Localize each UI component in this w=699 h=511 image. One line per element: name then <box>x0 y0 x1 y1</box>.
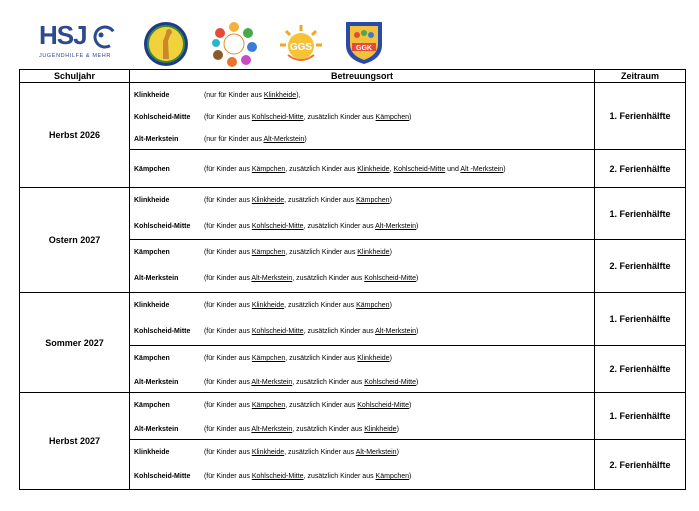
zeitraum-cell: 2. Ferienhälfte <box>595 240 686 293</box>
betreuungsort-cell <box>130 393 595 440</box>
location-name: Alt-Merkstein <box>134 379 179 386</box>
schuljahr-cell: Ostern 2027 <box>20 188 130 293</box>
location-name: Kämpchen <box>134 355 170 362</box>
location-line <box>134 113 411 122</box>
location-description: (für Kinder aus Klinkheide, zusätzlich Kinder aus Kämpchen) <box>203 302 392 309</box>
location-line <box>134 222 418 231</box>
header-zeitraum: Zeitraum <box>595 70 686 83</box>
header-schuljahr: Schuljahr <box>20 70 130 83</box>
location-name: Kohlscheid-Mitte <box>134 223 191 230</box>
location-description: (für Kinder aus Kämpchen, zusätzlich Kinder aus Klinkheide) <box>203 249 392 256</box>
location-name: Klinkheide <box>134 197 170 204</box>
table-row <box>20 188 686 240</box>
location-line <box>134 248 392 257</box>
location-line <box>134 327 418 336</box>
zeitraum-cell: 1. Ferienhälfte <box>595 83 686 150</box>
zeitraum-cell: 2. Ferienhälfte <box>595 150 686 188</box>
location-line <box>134 196 392 205</box>
betreuungsort-cell <box>130 188 595 240</box>
location-description: (für Kinder aus Kämpchen, zusätzlich Kinder aus Klinkheide) <box>203 355 392 362</box>
table-row <box>20 293 686 346</box>
location-description: (nur für Kinder aus Klinkheide), <box>203 92 301 99</box>
betreuungsort-cell <box>130 83 595 150</box>
location-name: Klinkheide <box>134 302 170 309</box>
schuljahr-cell: Sommer 2027 <box>20 293 130 393</box>
location-name: Kohlscheid-Mitte <box>134 473 191 480</box>
zeitraum-cell: 1. Ferienhälfte <box>595 293 686 346</box>
location-line <box>134 301 392 310</box>
header-betreuungsort: Betreuungsort <box>130 70 595 83</box>
betreuungsort-cell <box>130 150 595 188</box>
betreuungsort-cell <box>130 346 595 393</box>
table-header-row <box>20 70 686 83</box>
zeitraum-cell: 2. Ferienhälfte <box>595 346 686 393</box>
location-description: (für Kinder aus Klinkheide, zusätzlich Kinder aus Kämpchen) <box>203 197 392 204</box>
betreuungsort-cell <box>130 440 595 490</box>
location-description: (für Kinder aus Klinkheide, zusätzlich Kinder aus Alt-Merkstein) <box>203 449 399 456</box>
schedule-table <box>19 69 686 490</box>
location-line <box>134 135 307 144</box>
location-line <box>134 274 418 283</box>
schuljahr-cell: Herbst 2026 <box>20 83 130 188</box>
betreuungsort-cell <box>130 293 595 346</box>
location-name: Alt-Merkstein <box>134 136 179 143</box>
hsj-logo <box>39 22 117 62</box>
ggs-logo-text: GGS <box>289 42 313 53</box>
location-line <box>134 91 300 100</box>
location-name: Kämpchen <box>134 166 170 173</box>
location-line <box>134 401 411 410</box>
location-description: (für Kinder aus Kohlscheid-Mitte, zusätzlich Kinder aus Kämpchen) <box>203 114 412 121</box>
hsj-smile-icon <box>89 24 119 52</box>
location-name: Klinkheide <box>134 449 170 456</box>
location-description: (nur für Kinder aus Alt-Merkstein) <box>203 136 307 143</box>
logo-bar <box>0 0 699 68</box>
school-logo-giraffe <box>143 21 189 67</box>
location-name: Alt-Merkstein <box>134 275 179 282</box>
ggk-logo-text: GGK <box>356 45 372 52</box>
table-row <box>20 393 686 440</box>
location-description: (für Kinder aus Alt-Merkstein, zusätzlich Kinder aus Klinkheide) <box>203 426 399 433</box>
location-name: Kohlscheid-Mitte <box>134 328 191 335</box>
location-line <box>134 472 411 481</box>
zeitraum-cell: 1. Ferienhälfte <box>595 393 686 440</box>
location-description: (für Kinder aus Kohlscheid-Mitte, zusätzlich Kinder aus Alt-Merkstein) <box>203 223 419 230</box>
location-name: Kämpchen <box>134 249 170 256</box>
zeitraum-cell: 2. Ferienhälfte <box>595 440 686 490</box>
location-description: (für Kinder aus Kämpchen, zusätzlich Kinder aus Klinkheide, Kohlscheid-Mitte und Alt -Merkstein) <box>203 166 506 173</box>
location-line <box>134 378 418 387</box>
schuljahr-cell: Herbst 2027 <box>20 393 130 490</box>
location-line <box>134 448 399 457</box>
location-name: Kämpchen <box>134 402 170 409</box>
location-name: Kohlscheid-Mitte <box>134 114 191 121</box>
location-description: (für Kinder aus Kohlscheid-Mitte, zusätzlich Kinder aus Kämpchen) <box>203 473 412 480</box>
table-row <box>20 83 686 150</box>
hsj-logo-text: HSJ <box>39 20 87 50</box>
location-description: (für Kinder aus Alt-Merkstein, zusätzlich Kinder aus Kohlscheid-Mitte) <box>203 379 419 386</box>
location-line <box>134 354 392 363</box>
location-name: Alt-Merkstein <box>134 426 179 433</box>
location-name: Klinkheide <box>134 92 170 99</box>
location-description: (für Kinder aus Alt-Merkstein, zusätzlich Kinder aus Kohlscheid-Mitte) <box>203 275 419 282</box>
hsj-logo-subtext: JUGENDHILFE & MEHR <box>39 53 111 59</box>
betreuungsort-cell <box>130 240 595 293</box>
location-line <box>134 425 399 434</box>
zeitraum-cell: 1. Ferienhälfte <box>595 188 686 240</box>
ggk-shield-logo <box>343 19 385 65</box>
school-logo-children <box>210 21 258 67</box>
ggs-sun-logo <box>278 23 324 67</box>
location-line <box>134 165 506 174</box>
location-description: (für Kinder aus Kämpchen, zusätzlich Kinder aus Kohlscheid-Mitte) <box>203 402 412 409</box>
location-description: (für Kinder aus Kohlscheid-Mitte, zusätzlich Kinder aus Alt-Merkstein) <box>203 328 419 335</box>
